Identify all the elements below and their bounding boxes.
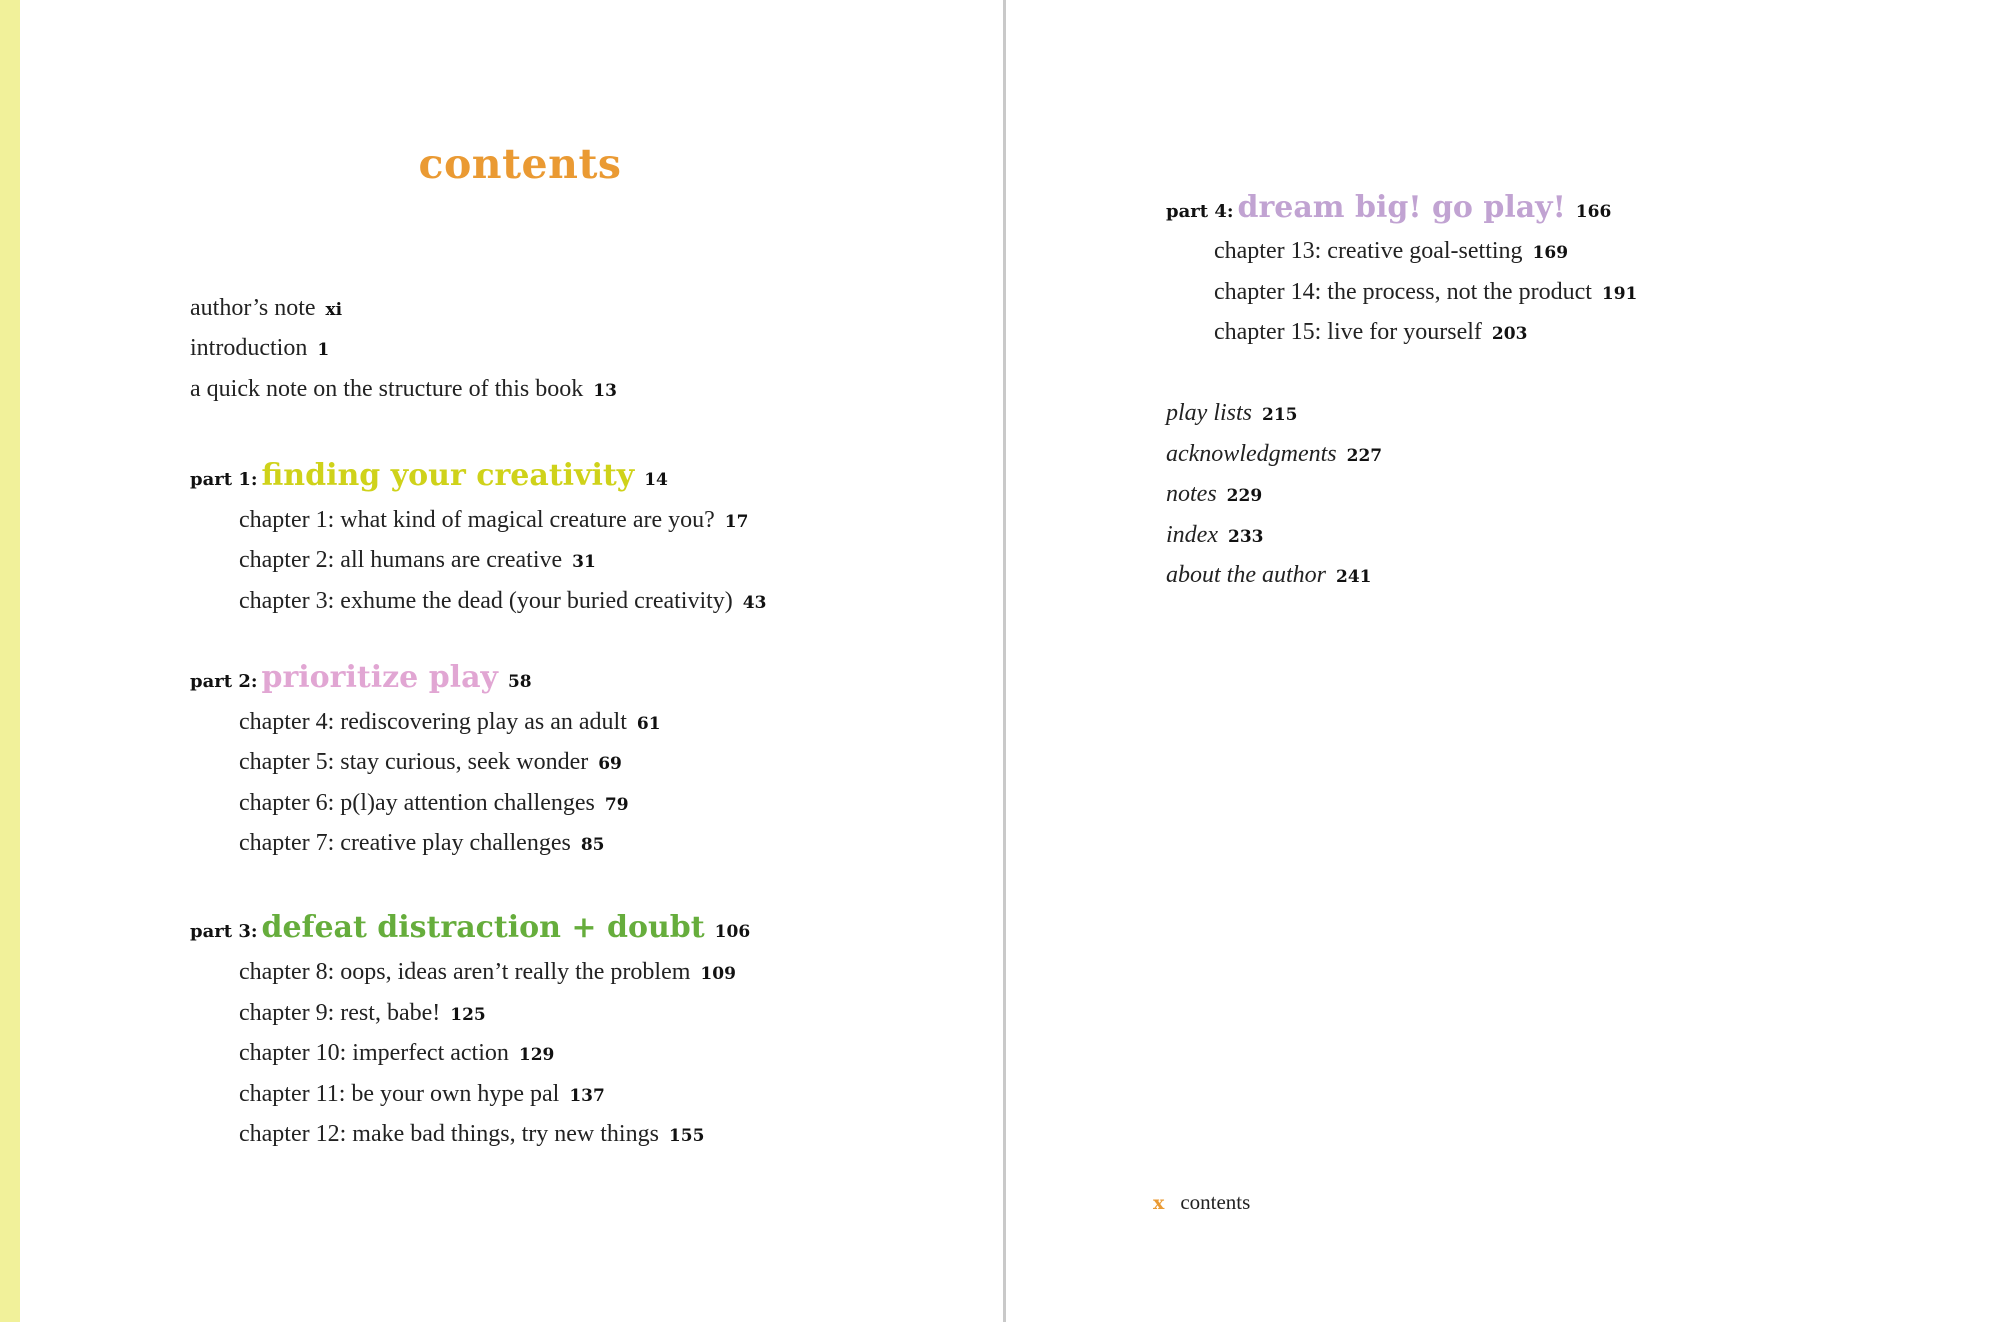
toc-chapter-3[interactable] [239, 586, 766, 618]
part-label: part 4: [1166, 201, 1234, 222]
toc-entry-label: chapter 6: p(l)ay attention challenges [239, 790, 595, 816]
toc-entry-introduction[interactable] [190, 333, 329, 365]
toc-chapter-12[interactable] [239, 1119, 704, 1151]
toc-entry-page: 13 [593, 381, 617, 401]
toc-entry-page: 129 [518, 1045, 555, 1065]
toc-entry-label: index [1166, 522, 1218, 548]
toc-chapter-6[interactable] [239, 788, 629, 820]
running-head: contents [1180, 1190, 1251, 1214]
toc-entry-label: chapter 5: stay curious, seek wonder [239, 749, 589, 775]
part-3-heading[interactable] [190, 906, 750, 954]
toc-chapter-1[interactable] [239, 505, 748, 537]
part-title: prioritize play [261, 660, 498, 695]
toc-entry-page: 227 [1346, 446, 1383, 466]
toc-entry-page: 85 [580, 835, 605, 855]
toc-entry-index[interactable] [1166, 520, 1263, 552]
toc-chapter-10[interactable] [239, 1038, 554, 1070]
toc-entry-page: 137 [569, 1086, 605, 1106]
part-label: part 3: [190, 921, 258, 942]
page-footer [1153, 1190, 1250, 1215]
toc-entry-label: chapter 4: rediscovering play as an adult [239, 709, 627, 735]
toc-entry-page: xi [325, 300, 343, 320]
part-1-heading[interactable] [190, 454, 668, 502]
toc-entry-page: 191 [1601, 284, 1638, 304]
toc-entry-page: 169 [1532, 243, 1569, 263]
toc-entry-label: play lists [1166, 400, 1253, 426]
toc-chapter-13[interactable] [1214, 236, 1568, 268]
toc-entry-page: 155 [668, 1126, 705, 1146]
toc-entry-page: 31 [572, 552, 596, 572]
toc-entry-page: 203 [1491, 324, 1528, 344]
toc-entry-label: author’s note [190, 295, 316, 321]
part-page: 166 [1575, 202, 1612, 222]
toc-chapter-7[interactable] [239, 828, 605, 860]
toc-entry-page: 241 [1336, 567, 1372, 587]
part-page: 58 [507, 672, 532, 692]
toc-chapter-14[interactable] [1214, 277, 1637, 309]
part-page: 14 [644, 470, 668, 490]
toc-entry-acknowledgments[interactable] [1166, 439, 1382, 471]
toc-entry-about-the-author[interactable] [1166, 560, 1372, 592]
page-folio: x [1153, 1192, 1165, 1214]
page-edge-accent [0, 0, 20, 1322]
toc-entry-page: 229 [1226, 486, 1263, 506]
toc-entry-label: chapter 1: what kind of magical creature are you? [239, 507, 715, 533]
toc-entry-label: chapter 15: live for yourself [1214, 319, 1482, 345]
toc-entry-play-lists[interactable] [1166, 398, 1298, 430]
toc-entry-page: 69 [598, 754, 622, 774]
toc-entry-page: 79 [604, 795, 629, 815]
toc-chapter-9[interactable] [239, 998, 486, 1030]
toc-entry-label: chapter 2: all humans are creative [239, 547, 563, 573]
part-label: part 1: [190, 469, 258, 490]
toc-entry-label: chapter 12: make bad things, try new things [239, 1121, 659, 1147]
toc-entry-page: 109 [700, 964, 736, 984]
toc-entry-label: chapter 14: the process, not the product [1214, 279, 1592, 305]
toc-entry-page: 1 [317, 340, 330, 360]
part-title: finding your creativity [261, 458, 635, 493]
toc-entry-label: about the author [1166, 562, 1326, 588]
page-title: contents [418, 140, 622, 188]
part-title: dream big! go play! [1237, 190, 1566, 225]
toc-entry-notes[interactable] [1166, 479, 1262, 511]
toc-entry-page: 233 [1227, 527, 1264, 547]
toc-entry-label: chapter 11: be your own hype pal [239, 1081, 560, 1107]
toc-chapter-5[interactable] [239, 747, 622, 779]
page-gutter [1003, 0, 1006, 1322]
part-4-heading[interactable] [1166, 186, 1611, 234]
toc-chapter-2[interactable] [239, 545, 596, 577]
part-title: defeat distraction + doubt [261, 910, 705, 945]
toc-chapter-8[interactable] [239, 957, 736, 989]
toc-entry-authors-note[interactable] [190, 293, 342, 325]
toc-entry-label: chapter 13: creative goal-setting [1214, 238, 1523, 264]
toc-chapter-4[interactable] [239, 707, 661, 739]
toc-entry-page: 215 [1262, 405, 1298, 425]
part-2-heading[interactable] [190, 656, 532, 704]
part-label: part 2: [190, 671, 258, 692]
toc-entry-label: acknowledgments [1166, 441, 1337, 467]
toc-entry-structure-note[interactable] [190, 374, 617, 406]
toc-entry-label: chapter 8: oops, ideas aren’t really the problem [239, 959, 691, 985]
toc-chapter-11[interactable] [239, 1079, 605, 1111]
toc-entry-label: introduction [190, 335, 308, 361]
toc-entry-label: chapter 7: creative play challenges [239, 830, 571, 856]
part-page: 106 [714, 922, 751, 942]
toc-entry-page: 125 [450, 1005, 486, 1025]
toc-entry-label: a quick note on the structure of this book [190, 376, 584, 402]
toc-entry-label: chapter 3: exhume the dead (your buried creativity) [239, 588, 733, 614]
toc-entry-page: 61 [636, 714, 661, 734]
toc-entry-page: 43 [742, 593, 767, 613]
toc-entry-label: chapter 10: imperfect action [239, 1040, 509, 1066]
toc-entry-label: chapter 9: rest, babe! [239, 1000, 441, 1026]
toc-entry-label: notes [1166, 481, 1217, 507]
toc-entry-page: 17 [724, 512, 749, 532]
toc-chapter-15[interactable] [1214, 317, 1527, 349]
